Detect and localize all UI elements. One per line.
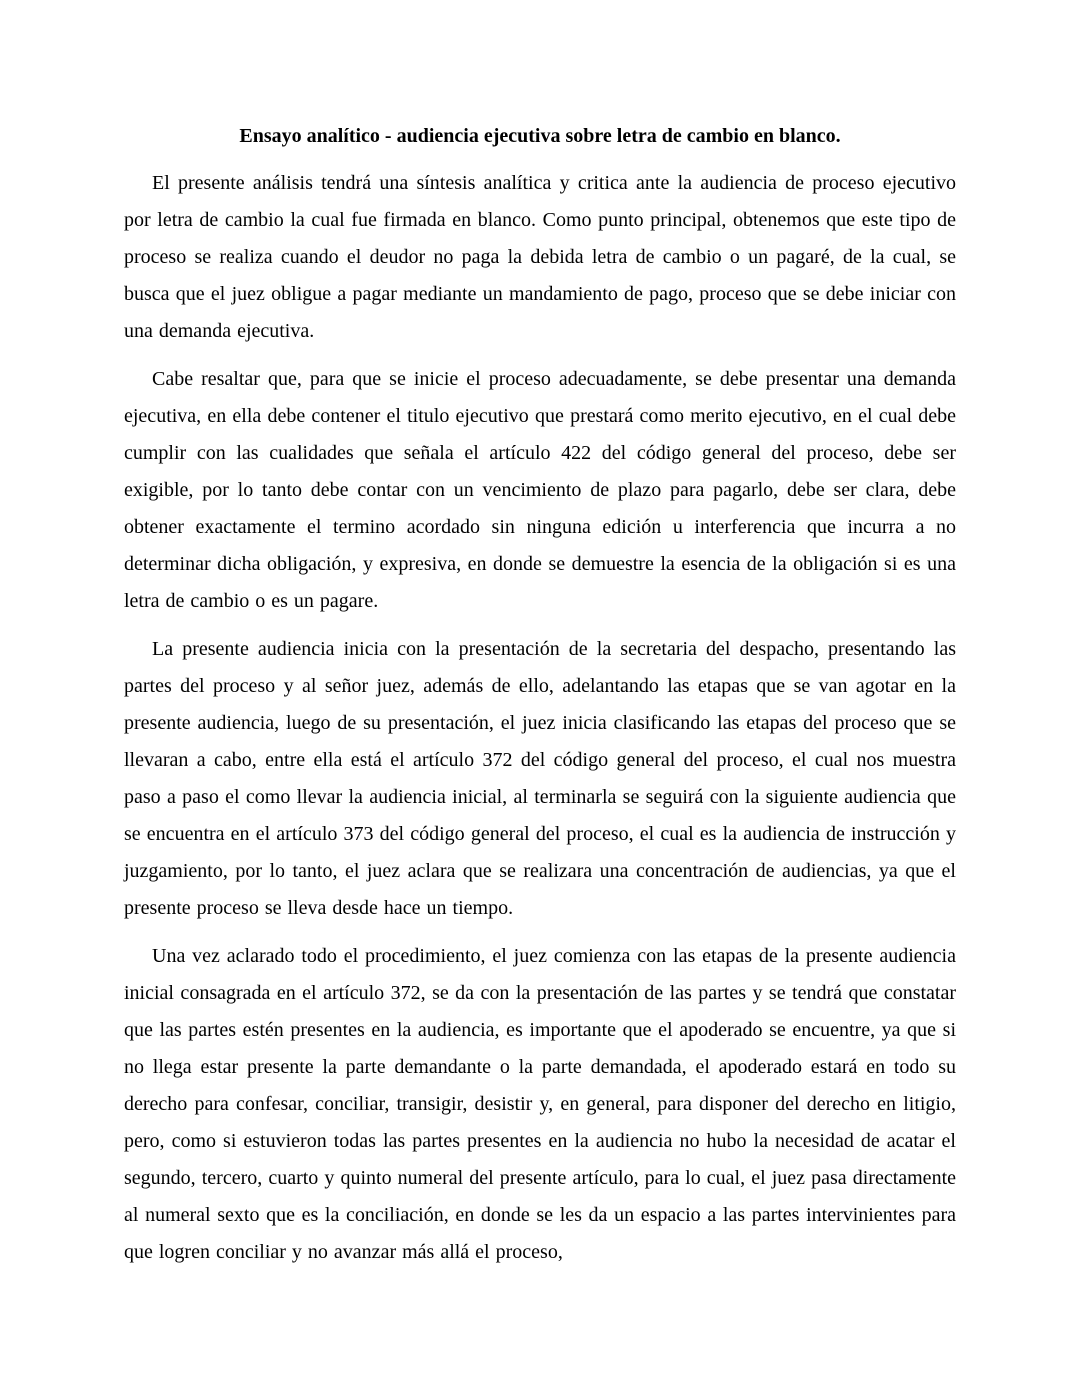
paragraph-3: La presente audiencia inicia con la presentación de la secretaria del despacho, presentando las partes del proceso y al señor juez, además de ello, adelantando las etapas que se van agotar en la presente audiencia, luego de su presentación, el juez inicia clasificando las etapas del proceso que se llevaran a cabo, entre ella está el artículo 372 del código general del proceso, el cual nos muestra paso a paso el como llevar la audiencia inicial, al terminarla se seguirá con la siguiente audiencia que se encuentra en el artículo 373 del código general del proceso, el cual es la audiencia de instrucción y juzgamiento, por lo tanto, el juez aclara que se realizara una concentración de audiencias, ya que el presente proceso se lleva desde hace un tiempo. <box>124 638 956 919</box>
paragraph-4: Una vez aclarado todo el procedimiento, el juez comienza con las etapas de la presente audiencia inicial consagrada en el artículo 372, se da con la presentación de las partes y se tendrá que constatar que las partes estén presentes en la audiencia, es importante que el apoderado se encuentre, ya que si no llega estar presente la parte demandante o la parte demandada, el apoderado estará en todo su derecho para confesar, conciliar, transigir, desistir y, en general, para disponer del derecho en litigio, pero, como si estuvieron todas las partes presentes en la audiencia no hubo la necesidad de acatar el segundo, tercero, cuarto y quinto numeral del presente artículo, para lo cual, el juez pasa directamente al numeral sexto que es la conciliación, en donde se les da un espacio a las partes intervinientes para que logren conciliar y no avanzar más allá el proceso, <box>124 945 956 1263</box>
paragraph-2: Cabe resaltar que, para que se inicie el proceso adecuadamente, se debe presentar una demanda ejecutiva, en ella debe contener el titulo ejecutivo que prestará como merito ejecutivo, en el cual debe cumplir con las cualidades que señala el artículo 422 del código general del proceso, debe ser exigible, por lo tanto debe contar con un vencimiento de plazo para pagarlo, debe ser clara, debe obtener exactamente el termino acordado sin ninguna edición u interferencia que incurra a no determinar dicha obligación, y expresiva, en donde se demuestre la esencia de la obligación si es una letra de cambio o es un pagare. <box>124 368 956 612</box>
document-title: Ensayo analítico - audiencia ejecutiva sobre letra de cambio en blanco. <box>239 125 841 147</box>
paragraph-1: El presente análisis tendrá una síntesis analítica y critica ante la audiencia de proceso ejecutivo por letra de cambio la cual fue firmada en blanco. Como punto principal, obtenemos que este tipo de proceso se realiza cuando el deudor no paga la debida letra de cambio o un pagaré, de la cual, se busca que el juez obligue a pagar mediante un mandamiento de pago, proceso que se debe iniciar con una demanda ejecutiva. <box>124 172 956 342</box>
